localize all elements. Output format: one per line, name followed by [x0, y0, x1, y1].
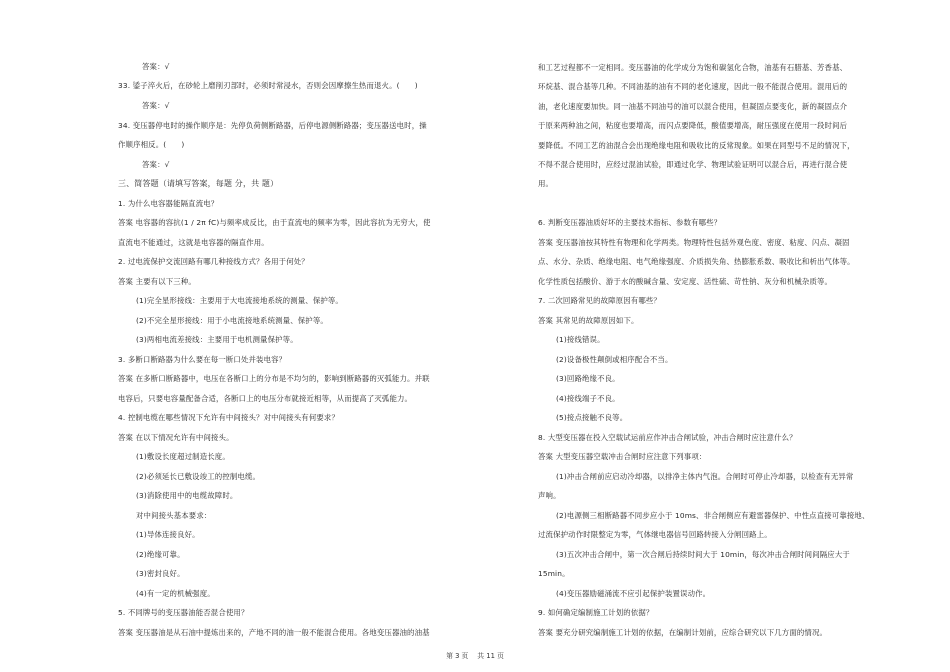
- list-item: (5)接点接触不良等。: [556, 413, 628, 422]
- question-line: 4. 控制电缆在哪些情况下允许有中间接头？对中间接头有何要求？: [118, 413, 339, 422]
- question-line: 8. 大型变压器在投入空载试运前应作冲击合闸试验，冲击合闸时应注意什么？: [538, 433, 797, 442]
- answer-line: 答案 变压器油按其特性有物理和化学两类。物理特性包括外观色度、密度、粘度、闪点、凝固: [538, 238, 850, 247]
- answer-line: 要降低。不同工艺的油混合会出现绝缘电阻和吸收比的反常现象。如果在同型号不足的情况下，: [538, 141, 855, 150]
- answer-line: 电容后，只要电容量配备合适，各断口上的电压分布就接近相等，从而提高了灭弧能力。: [118, 394, 413, 403]
- question-line: 33. 鋈子淬火后，在砂轮上磨削刃部时，必须时常浸水，否则会因摩擦生热而退火。( ): [118, 81, 418, 90]
- answer-line: 环烷基、混合基等几种。不同油基的油有不同的老化速度，因此一般不能混合使用。混用后的: [538, 82, 848, 91]
- answer-line: 化学性质包括酸价、游于水的酸碱含量、安定度、活性硫、苛性钠、灰分和机械杂质等。: [538, 277, 833, 286]
- answer-line: 不得不混合使用时，应经过混油试验，即通过化学、物理试验证明可以混合后，再进行混合使: [538, 160, 848, 169]
- answer-line: 答案 在多断口断路器中，电压在各断口上的分布是不均匀的，影响到断路器的灭弧能力。并联: [118, 374, 430, 383]
- list-subheading: 对中间接头基本要求：: [136, 511, 212, 520]
- question-line: 作顺序相反。( ): [118, 140, 185, 149]
- list-item: (4)变压器励磁涌流不应引起保护装置误动作。: [556, 589, 711, 598]
- list-item-continued: 声响。: [538, 491, 561, 500]
- list-item: (3)回路绝缘不良。: [556, 374, 620, 383]
- answer-line: 答案：√: [142, 62, 170, 71]
- answer-line: 答案：√: [142, 101, 170, 110]
- list-item: (3)密封良好。: [136, 569, 185, 578]
- section-heading: 三、简答题（请填写答案，每题 分，共 题）: [118, 179, 279, 188]
- list-item: (1)完全星形接线：主要用于大电流接地系统的测量、保护等。: [136, 296, 343, 305]
- answer-line: 答案：√: [142, 160, 170, 169]
- question-line: 1. 为什么电容器能隔直流电？: [118, 199, 219, 208]
- answer-line: 于原来两种油之间，粘度也要增高，而闪点要降低，酸值要增高，耐压强度在使用一段时间后: [538, 121, 848, 130]
- list-item: (4)接线端子不良。: [556, 394, 620, 403]
- question-line: 2. 过电流保护交流回路有哪几种接线方式？各用于何处？: [118, 257, 309, 266]
- answer-line: 答案 在以下情况允许有中间接头。: [118, 433, 234, 442]
- answer-line: 答案 大型变压器空载冲击合闸时应注意下列事项：: [538, 452, 707, 461]
- list-item: (4)有一定的机械强度。: [136, 589, 215, 598]
- answer-line: 点、水分、杂质、绝缘电阻、电气绝缘强度、介质损失角、热膨胀系数、吸收比和析出气体等。: [538, 257, 855, 266]
- answer-line: 用。: [538, 179, 554, 188]
- list-item-continued: 过流保护动作时限整定为零，气体继电器信号回路转接入分闸回路上。: [538, 530, 772, 539]
- answer-line: 直流电不能通过，这就是电容器的隔直作用。: [118, 238, 269, 247]
- list-item: (2)必须延长已敷设竣工的控制电缆。: [136, 472, 261, 481]
- answer-line: 答案 变压器油是从石油中提炼出来的，产地不同的油一般不能混合使用。各地变压器油的油基: [118, 628, 430, 637]
- question-line: 6. 判断变压器油质好坏的主要技术指标、参数有哪些？: [538, 218, 722, 227]
- list-item: (2)不完全星形接线：用于小电流接地系统测量、保护等。: [136, 316, 328, 325]
- answer-line: 答案 电容器的容抗(1 / 2π fC)与频率成反比，由于直流电的频率为零，因此容抗为无穷大，使: [118, 218, 431, 227]
- answer-line: 答案 主要有以下三种。: [118, 277, 196, 286]
- question-line: 3. 多断口断路器为什么要在每一断口处并装电容？: [118, 355, 287, 364]
- list-item: (1)导体连接良好。: [136, 530, 200, 539]
- list-item: (3)消除使用中的电缆故障时。: [136, 491, 238, 500]
- question-line: 9. 如何确定编制施工计划的依据？: [538, 608, 654, 617]
- list-item: (2)绝缘可靠。: [136, 550, 185, 559]
- question-line: 5. 不同牌号的变压器油能否混合使用？: [118, 608, 249, 617]
- answer-line: 答案 其常见的故障原因如下。: [538, 316, 639, 325]
- answer-line: 和工艺过程都不一定相同。变压器油的化学成分为饱和碳氢化合物，油基有石腊基、芳香基、: [538, 63, 848, 72]
- list-item: (1)接线错误。: [556, 335, 605, 344]
- page-footer: 第 3 页 共 11 页: [446, 652, 504, 660]
- question-line: 7. 二次回路常见的故障原因有哪些？: [538, 296, 661, 305]
- list-item: (3)两相电流差接线：主要用于电机测量保护等。: [136, 335, 298, 344]
- answer-line: 答案 要充分研究编制施工计划的依据，在编制计划前，应综合研究以下几方面的情况。: [538, 628, 828, 637]
- list-item: (1)冲击合闸前应启动冷却器，以排净主体内气泡。合闸时可停止冷却器，以检查有无异常: [556, 472, 854, 481]
- list-item: (2)电源侧三相断路器不同步应小于 10ms、非合闸侧应有避雷器保护、中性点直接可靠接地、: [556, 511, 870, 520]
- list-item: (3)五次冲击合闸中，第一次合闸后持续时间大于 10min，每次冲击合闸时间间隔应大于: [556, 550, 850, 559]
- list-item: (2)设备极性颠倒或相序配合不当。: [556, 355, 673, 364]
- question-line: 34. 变压器停电时的操作顺序是：先停负荷侧断路器，后停电源侧断路器；变压器送电时，操: [118, 121, 427, 130]
- list-item: (1)敷设长度超过制造长度。: [136, 452, 230, 461]
- list-item-continued: 15min。: [538, 569, 570, 578]
- answer-line: 油，老化速度要加快。同一油基不同油号的油可以混合使用，但凝固点要变化，新的凝固点介: [538, 102, 848, 111]
